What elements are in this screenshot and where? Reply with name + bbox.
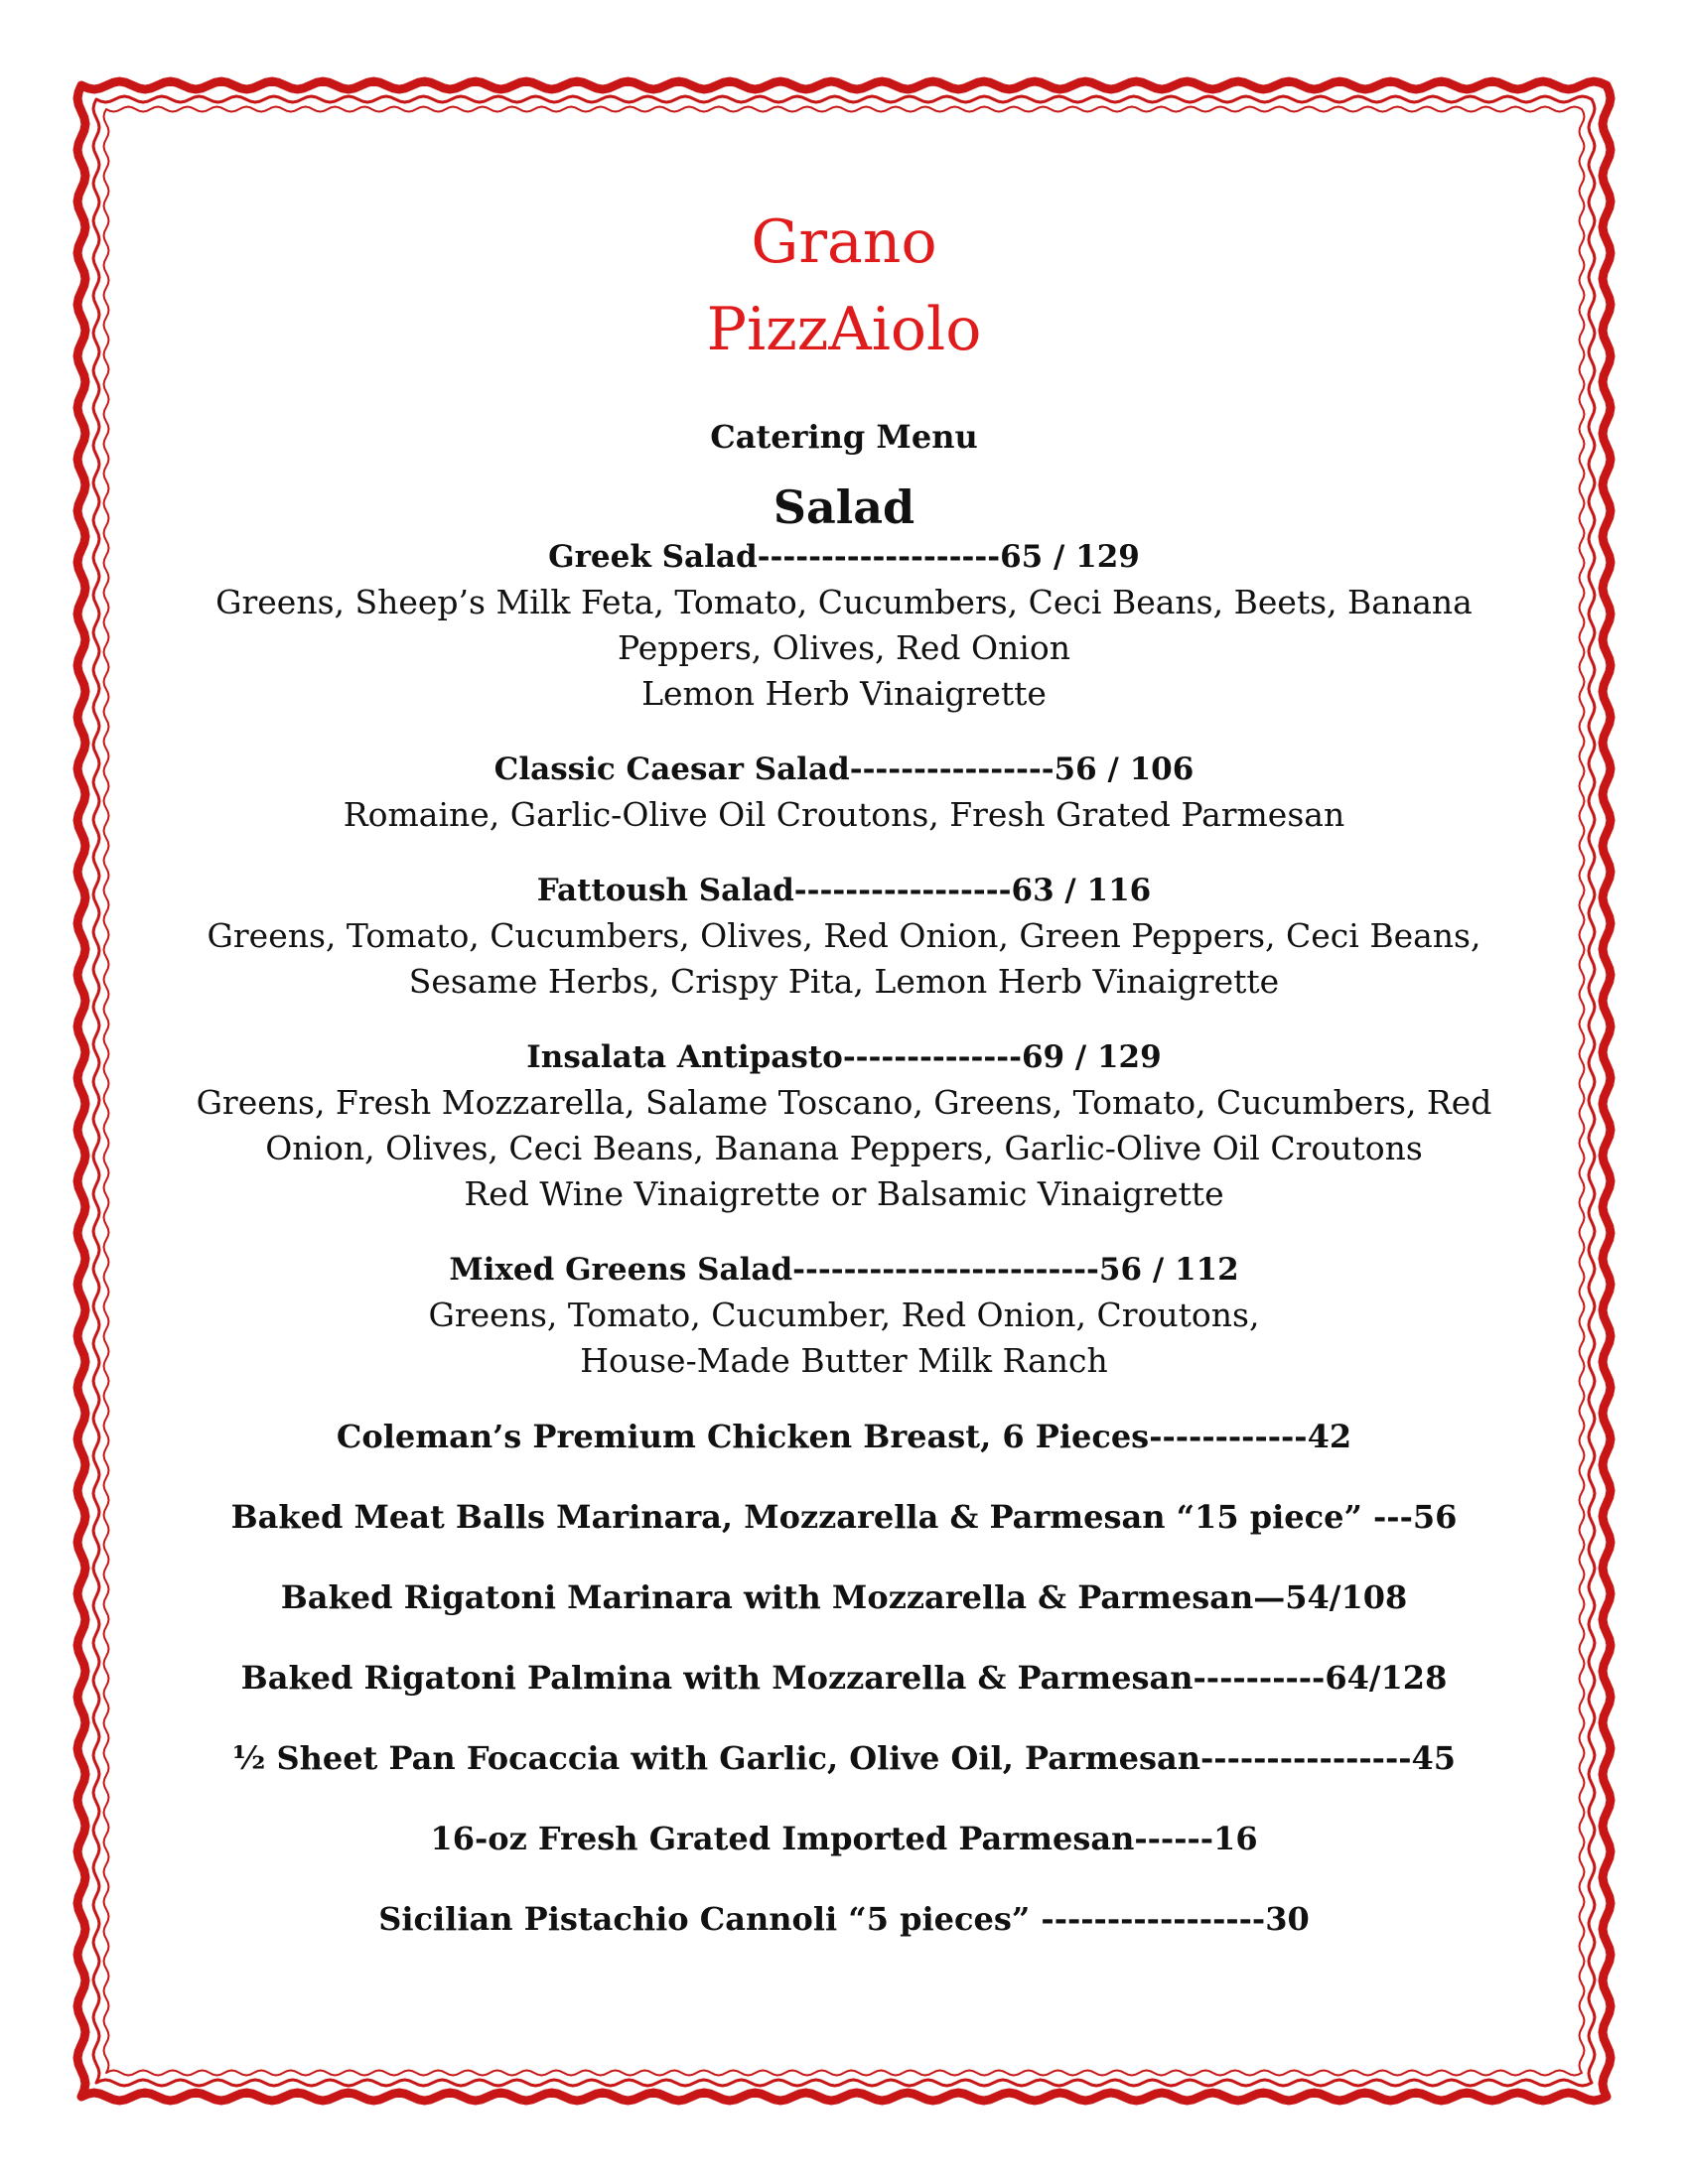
item-description-line: Greens, Fresh Mozzarella, Salame Toscano, Greens, Tomato, Cucumbers, Red bbox=[196, 1083, 1492, 1122]
item-title: Insalata Antipasto--------------69 / 129 bbox=[526, 1039, 1162, 1075]
extras-list bbox=[139, 1414, 1549, 1942]
menu-item-meat-balls: Baked Meat Balls Marinara, Mozzarella & Parmesan “15 piece” ---56 bbox=[230, 1498, 1458, 1536]
item-title: Greek Salad-------------------65 / 129 bbox=[548, 539, 1140, 575]
item-title: Classic Caesar Salad----------------56 / 106 bbox=[493, 751, 1195, 787]
menu-item-cannoli: Sicilian Pistachio Cannoli “5 pieces” -----------------30 bbox=[378, 1900, 1310, 1938]
item-description-line: Onion, Olives, Ceci Beans, Banana Peppers, Garlic-Olive Oil Croutons bbox=[265, 1129, 1423, 1167]
item-description-line: Peppers, Olives, Red Onion bbox=[618, 628, 1070, 667]
item-description-line: Greens, Tomato, Cucumber, Red Onion, Croutons, bbox=[428, 1296, 1260, 1334]
item-description-line: Lemon Herb Vinaigrette bbox=[641, 674, 1047, 713]
menu-item-greek-salad bbox=[139, 534, 1549, 717]
menu-item-chicken-breast: Coleman’s Premium Chicken Breast, 6 Pieces------------42 bbox=[336, 1418, 1352, 1455]
item-title: Mixed Greens Salad------------------------56 / 112 bbox=[449, 1252, 1239, 1288]
section-title-salad: Salad bbox=[773, 480, 915, 534]
menu-item-insalata-antipasto bbox=[139, 1034, 1549, 1217]
salad-list bbox=[139, 534, 1549, 1384]
item-description-line: Greens, Sheep’s Milk Feta, Tomato, Cucumbers, Ceci Beans, Beets, Banana bbox=[215, 583, 1473, 621]
menu-page bbox=[139, 199, 1549, 1977]
brand-line-2: PizzAiolo bbox=[706, 295, 982, 364]
menu-item-fattoush-salad bbox=[139, 868, 1549, 1005]
menu-item-mixed-greens-salad bbox=[139, 1247, 1549, 1384]
menu-item-parmesan: 16-oz Fresh Grated Imported Parmesan------16 bbox=[430, 1820, 1258, 1857]
menu-subtitle: Catering Menu bbox=[710, 418, 978, 456]
item-description-line: House-Made Butter Milk Ranch bbox=[580, 1341, 1108, 1380]
restaurant-name bbox=[139, 199, 1549, 373]
menu-item-caesar-salad bbox=[139, 747, 1549, 838]
item-title: Fattoush Salad-----------------63 / 116 bbox=[536, 873, 1152, 908]
menu-item-rigatoni-palmina: Baked Rigatoni Palmina with Mozzarella & Parmesan----------64/128 bbox=[240, 1659, 1448, 1697]
item-description-line: Red Wine Vinaigrette or Balsamic Vinaigrette bbox=[464, 1174, 1224, 1213]
item-description-line: Greens, Tomato, Cucumbers, Olives, Red Onion, Green Peppers, Ceci Beans, bbox=[207, 916, 1481, 955]
menu-item-rigatoni-marinara: Baked Rigatoni Marinara with Mozzarella & Parmesan—54/108 bbox=[280, 1578, 1408, 1616]
item-description-line: Romaine, Garlic-Olive Oil Croutons, Fresh Grated Parmesan bbox=[343, 795, 1345, 834]
brand-line-1: Grano bbox=[751, 207, 937, 277]
menu-item-focaccia: ½ Sheet Pan Focaccia with Garlic, Olive Oil, Parmesan----------------45 bbox=[231, 1739, 1457, 1777]
item-description-line: Sesame Herbs, Crispy Pita, Lemon Herb Vinaigrette bbox=[408, 962, 1280, 1001]
